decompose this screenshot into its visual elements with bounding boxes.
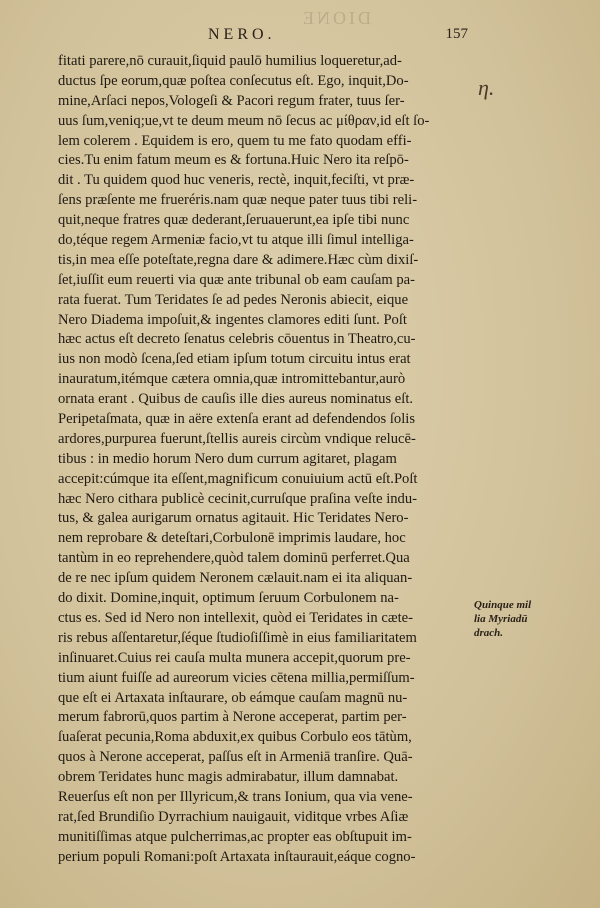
text-line: do,téque regem Armeniæ facio,vt tu atque illi ſimul intelliga-: [58, 232, 414, 249]
text-line: nem reprobare & deteſtari,Corbulonē imprimis laudare, hoc: [58, 530, 406, 547]
text-line: dit . Tu quidem quod huc veneris, rectè, inquit,feciſti, vt præ-: [58, 172, 415, 189]
text-line: Peripetaſmata, quæ in aëre extenſa erant ad defendendos ſolis: [58, 411, 416, 428]
marginal-note-line: drach.: [474, 627, 504, 639]
text-line: de re nec ipſum quidem Neronem cælauit.nam ei ita aliquan-: [58, 570, 413, 587]
text-line: ſens præſente me frueréris.nam quæ neque pater tuus tibi reli-: [58, 192, 418, 209]
text-line: ius non modò ſcena,ſed etiam ipſum totum circuitu intus erat: [58, 351, 411, 368]
text-line: rata fuerat. Tum Teridates ſe ad pedes Neronis abiecit, eique: [58, 291, 409, 308]
text-line: hæc actus eſt decreto ſenatus celebris cōuentus in Theatro,cu-: [58, 331, 416, 348]
text-line: lem colerem . Equidem is ero, quem tu me fato quodam effi-: [58, 132, 412, 149]
text-line: obrem Teridates hunc magis admirabatur, illum damnabat.: [58, 769, 399, 786]
text-line: tium aiunt fuiſſe ad aureorum vicies cētena millia,permiſſum-: [58, 669, 415, 686]
text-line: fitati parere,nō curauit,ſiquid paulō humilius loqueretur,ad-: [58, 53, 402, 69]
text-line: ſuaſerat pecunia,Roma abduxit,ex quibus Corbulo eos tātùm,: [58, 729, 412, 746]
text-line: Reuerſus eſt non per Illyricum,& trans Ionium, qua via vene-: [58, 788, 413, 805]
text-line: munitiſſimas atque pulcherrimas,ac propter eas obſtupuit im-: [58, 828, 412, 845]
text-line: quit,neque fratres quæ dederant,ſeruauerunt,ea ipſe tibi nunc: [58, 212, 410, 229]
text-line: Nero Diadema impoſuit,& ingentes clamores editi ſunt. Poſt: [58, 311, 407, 328]
text-line: tus, & galea aurigarum ornatus agitauit. Hic Teridates Nero-: [58, 510, 409, 527]
text-line: rat,ſed Brundiſio Dyrrachium nauigauit, viditque vrbes Aſiæ: [58, 808, 409, 825]
text-line: ornata erant . Quibus de cauſis ille dies aureus nominatus eſt.: [58, 391, 414, 408]
text-line: uus ſum,veniq;ue,vt te deum meum nō ſecus ac μίθραν,id eſt ſo-: [58, 112, 430, 129]
running-header: [58, 26, 468, 48]
text-line: ctus es. Sed id Nero non intellexit, quòd ei Teridates in cæte-: [58, 609, 413, 626]
text-line: ſet,iuſſit eum reuerti via quæ ante tribunal ob eam cauſam pa-: [58, 271, 416, 288]
text-line: perium populi Romani:poſt Artaxata inſtaurauit,eáque cogno-: [58, 848, 416, 865]
marginal-note: [474, 598, 574, 640]
text-line: tis,in mea eſſe poteſtate,regna dare & adimere.Hæc cùm dixiſ-: [58, 251, 419, 268]
text-line: mine,Arſaci nepos,Vologeſi & Pacori regum frater, tuus ſer-: [58, 92, 405, 109]
text-line: ardores,purpurea fuerunt,ſtellis aureis circùm vndique relucē-: [58, 430, 416, 447]
text-line: quos à Nerone acceperat, paſſus eſt in Armeniā tranſire. Quā-: [58, 749, 413, 766]
text-line: hæc Nero cithara publicè cecinit,curruſque praſina veſte indu-: [58, 490, 418, 507]
text-line: accepit:cúmque ita eſſent,magnificum conuiuium actū eſt.Poſt: [58, 470, 418, 487]
page-number: 157: [445, 26, 468, 42]
text-line: ris rebus aſſentaretur,ſéque ſtudioſiſſimè in eius familiaritatem: [58, 629, 417, 646]
text-line: tantùm in eo reprehendere,quòd talem dominū perferret.Qua: [58, 550, 410, 567]
text-line: inauratum,itémque cætera omnia,quæ intromittebantur,aurò: [58, 371, 406, 388]
text-line: cies.Tu enim fatum meum es & fortuna.Huic Nero ita reſpō-: [58, 152, 409, 169]
text-line: do dixit. Domine,inquit, optimum ſeruum Corbulonem na-: [58, 590, 399, 607]
text-line: merum fabrorū,quos partim à Nerone acceperat, partim per-: [58, 709, 407, 726]
bleed-through-text: DIONE: [300, 8, 371, 28]
text-line: que eſt ei Artaxata inſtaurare, ob eámque cauſam magnū nu-: [58, 689, 408, 706]
handwritten-annotation-mark: η.: [478, 75, 495, 100]
text-line: inſinuaret.Cuius rei cauſa multa munera accepit,quorum pre-: [58, 649, 411, 666]
main-text-block: [58, 52, 470, 868]
text-line: ductus ſpe eorum,quæ poſtea conſecutus eſt. Ego, inquit,Do-: [58, 72, 409, 89]
marginal-note-line: lia Myriadū: [474, 613, 528, 625]
text-line: tibus : in medio horum Nero dum currum agitaret, plagam: [58, 450, 397, 467]
running-title: NERO.: [208, 26, 276, 43]
marginal-note-line: Quinque mil: [474, 599, 532, 611]
